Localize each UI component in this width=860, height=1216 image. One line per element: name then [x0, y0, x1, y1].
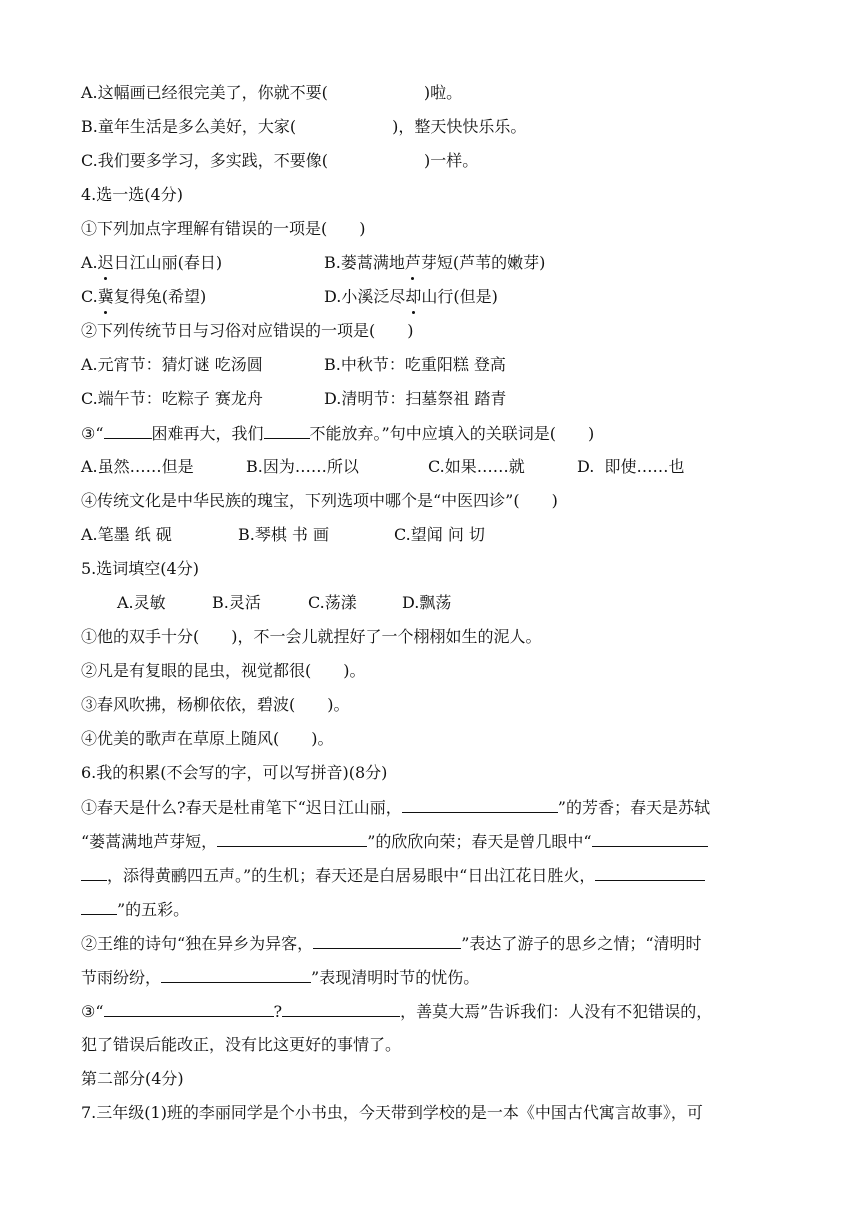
q5-title: 5.选词填空(4分) [81, 559, 199, 578]
q6-p1-line4: ”的五彩。 [81, 898, 189, 921]
q4-sub1-option-c: C.冀复得兔(希望) [81, 287, 207, 306]
q4-sub3-option-d: D. 即使……也 [577, 457, 685, 476]
q6-p3-line1: ③“ ? ，善莫大焉”告诉我们：人没有不犯错误的， [81, 1002, 713, 1021]
q4-sub1-option-a: A.迟日江山丽(春日) [81, 253, 223, 272]
q4-sub2-option-d: D.清明节：扫墓祭祖 踏青 [324, 389, 507, 408]
fill-blank [282, 1000, 400, 1017]
fill-blank [264, 422, 310, 439]
part2-title: 第二部分(4分) [81, 1069, 184, 1088]
fill-blank [104, 1000, 274, 1017]
q6-p1-line3: ，添得黄鹂四五声。”的生机；春天还是白居易眼中“日出江花日胜火， [81, 864, 705, 887]
q4-sub4-option-c: C.望闻 问 切 [394, 525, 485, 544]
q4-sub4-option-a: A.笔墨 纸 砚 [81, 525, 172, 544]
emphasis-char: 芦 [404, 253, 421, 272]
emphasis-char: 却 [405, 287, 422, 306]
q6-p2-line2: 节雨纷纷， ”表现清明时节的忧伤。 [81, 968, 480, 987]
q5-word-c: C.荡漾 [308, 593, 357, 612]
q6-p2-line1: ②王维的诗句“独在异乡为异客， ”表达了游子的思乡之情；“清明时 [81, 934, 702, 953]
emphasis-char: 冀 [97, 287, 114, 306]
q4-title: 4.选一选(4分) [81, 185, 183, 204]
q4-sub3-prompt: ③“ 困难再大，我们 不能放弃。”句中应填入的关联词是( ) [81, 424, 595, 443]
q3-option-a: A.这幅画已经很完美了，你就不要( )啦。 [81, 83, 463, 102]
q5-sentence-3: ③春风吹拂，杨柳依依，碧波( )。 [81, 695, 350, 714]
q5-sentence-1: ①他的双手十分( )，不一会儿就捏好了一个栩栩如生的泥人。 [81, 627, 542, 646]
fill-blank [595, 864, 705, 881]
fill-blank [104, 422, 152, 439]
fill-blank [81, 898, 117, 915]
q5-sentence-4: ④优美的歌声在草原上随风( )。 [81, 729, 334, 748]
q4-sub2-option-c: C.端午节：吃粽子 赛龙舟 [81, 389, 263, 408]
q5-word-b: B.灵活 [212, 593, 261, 612]
q6-title: 6.我的积累(不会写的字，可以写拼音)(8分) [81, 763, 388, 782]
q5-word-a: A.灵敏 [117, 593, 166, 612]
emphasis-char: 迟 [97, 253, 114, 272]
q4-sub4-option-b: B.琴棋 书 画 [238, 525, 330, 544]
q6-p1-line2: “蒌蒿满地芦芽短， ”的欣欣向荣；春天是曾几眼中“ [81, 830, 708, 853]
fill-blank [217, 830, 367, 847]
q6-p1-line1: ①春天是什么?春天是杜甫笔下“迟日江山丽， ”的芳香；春天是苏轼 [81, 798, 710, 817]
fill-blank [161, 966, 311, 983]
fill-blank [592, 830, 708, 847]
q4-sub3-option-a: A.虽然……但是 [81, 457, 194, 476]
q4-sub2-option-b: B.中秋节：吃重阳糕 登高 [324, 355, 506, 374]
q5-word-d: D.飘荡 [402, 593, 452, 612]
q4-sub2-option-a: A.元宵节：猜灯谜 吃汤圆 [81, 355, 263, 374]
q4-sub1-option-b: B.蒌蒿满地芦芽短(芦苇的嫩芽) [324, 253, 546, 272]
fill-blank [402, 796, 558, 813]
q4-sub4-prompt: ④传统文化是中华民族的瑰宝，下列选项中哪个是“中医四诊”( ) [81, 491, 558, 510]
q4-sub3-option-c: C.如果……就 [428, 457, 525, 476]
q4-sub3-option-b: B.因为……所以 [246, 457, 359, 476]
fill-blank [313, 932, 461, 949]
q4-sub2-prompt: ②下列传统节日与习俗对应错误的一项是( ) [81, 321, 414, 340]
q3-option-b: B.童年生活是多么美好，大家( )，整天快快乐乐。 [81, 117, 527, 136]
q3-option-c: C.我们要多学习，多实践，不要像( )一样。 [81, 151, 479, 170]
q4-sub1-option-d: D.小溪泛尽却山行(但是) [324, 287, 498, 306]
q5-sentence-2: ②凡是有复眼的昆虫，视觉都很( )。 [81, 661, 366, 680]
q4-sub1-prompt: ①下列加点字理解有错误的一项是( ) [81, 219, 366, 238]
fill-blank [81, 864, 107, 881]
q7-text: 7.三年级(1)班的李丽同学是个小书虫，今天带到学校的是一本《中国古代寓言故事》，可 [81, 1103, 703, 1122]
q6-p3-line2: 犯了错误后能改正，没有比这更好的事情了。 [81, 1035, 402, 1054]
